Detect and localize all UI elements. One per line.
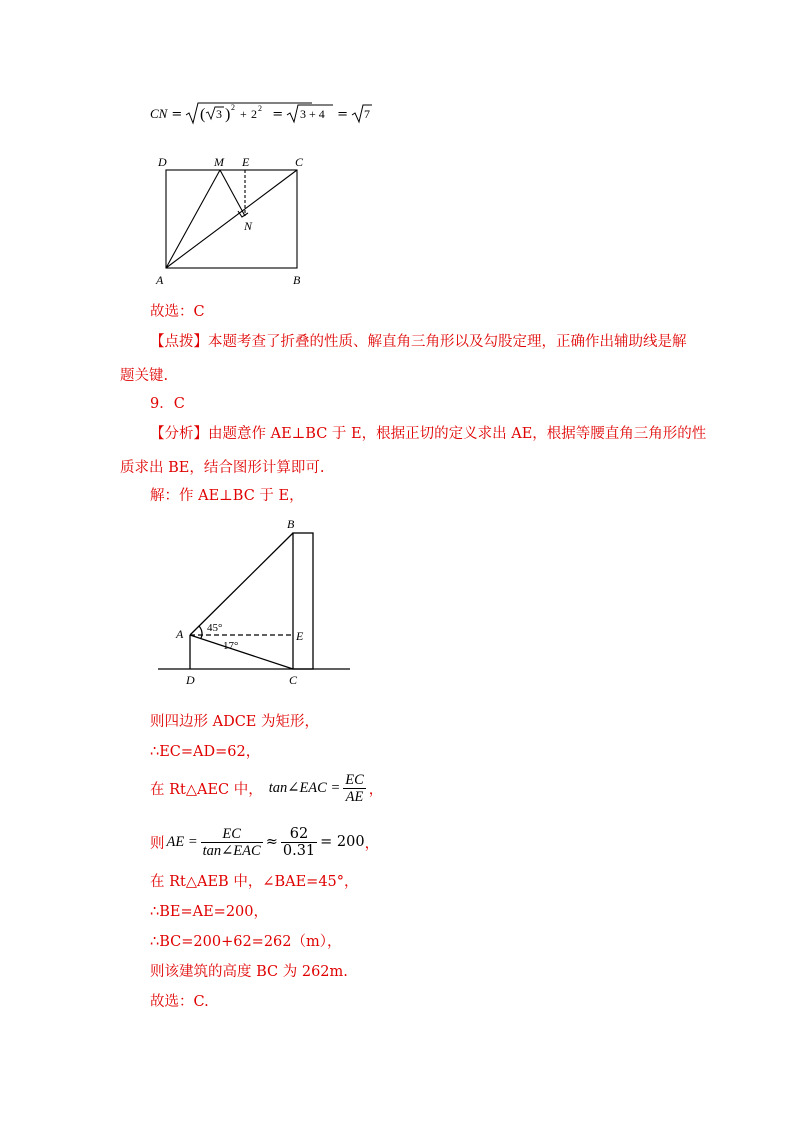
answer-8: 故选：C <box>150 304 205 320</box>
label-e: E <box>296 629 304 643</box>
svg-text:2: 2 <box>251 107 258 121</box>
dianbo-line-1: 【点拨】本题考查了折叠的性质、解直角三角形以及勾股定理，正确作出辅助线是解 <box>150 334 687 350</box>
cn-formula: CN = ( 3 ) 2 + 2 2 = 3 + 4 = 7 <box>150 101 372 127</box>
step-6: ∴BE=AE=200， <box>150 904 268 920</box>
fraction-ec-tan: $\frac{EC}{\text{tan∠EAC}}$ <box>202 825 261 859</box>
label-a: A <box>156 273 164 287</box>
ae-label: AE = <box>166 833 198 850</box>
angle-45-label: 45° <box>207 622 223 634</box>
step-2: ∴EC=AD=62， <box>150 744 261 760</box>
svg-text:2: 2 <box>258 104 263 113</box>
label-b: B <box>293 273 301 287</box>
building <box>293 533 313 669</box>
step-5: 在 Rt△AEB 中，∠BAE=45°， <box>150 874 359 890</box>
label-c: C <box>295 155 304 169</box>
label-b: B <box>287 517 295 531</box>
solution-intro: 解：作 AE⊥BC 于 E， <box>150 488 304 504</box>
segment-am <box>166 170 220 268</box>
angle-45-arc <box>199 626 202 635</box>
svg-text:+: + <box>240 107 248 121</box>
svg-text:7: 7 <box>364 107 371 121</box>
fenxi-line-2: 质求出 BE，结合图形计算即可. <box>120 460 325 476</box>
step-3: 在 Rt△AEC 中， tan∠EAC = $\frac{EC}{AE}$ ， <box>150 771 384 805</box>
cn-sqrt-seven <box>352 103 372 125</box>
cn-sqrt3: 3 <box>216 107 223 121</box>
segment-ac <box>190 635 293 669</box>
final-answer: 故选：C. <box>150 994 209 1010</box>
dianbo-line-2: 题关键. <box>120 368 169 384</box>
label-c: C <box>289 673 298 687</box>
segment-mn <box>220 170 245 216</box>
question-9-number: 9．C <box>150 396 185 412</box>
cn-sqrt-sum <box>287 103 333 125</box>
label-d: D <box>158 155 167 169</box>
cn-label: CN <box>150 106 168 121</box>
label-m: M <box>214 155 224 169</box>
angle-17-label: 17° <box>223 640 239 652</box>
fraction-ec-ae: $\frac{EC}{AE}$ <box>345 771 364 805</box>
label-d: D <box>186 673 195 687</box>
step-7: ∴BC=200+62=262（m）， <box>150 934 342 950</box>
fenxi-line-1: 【分析】由题意作 AE⊥BC 于 E，根据正切的定义求出 AE，根据等腰直角三角形的性 <box>150 426 707 442</box>
figure-rectangle-fold <box>150 150 320 290</box>
segment-ab <box>190 533 293 635</box>
svg-text:3 + 4: 3 + 4 <box>300 107 325 121</box>
svg-text:): ) <box>225 106 231 123</box>
label-e: E <box>242 155 250 169</box>
label-n: N <box>244 219 253 233</box>
svg-text:2: 2 <box>231 103 236 112</box>
figure-building <box>150 512 360 688</box>
fraction-62-031: $\frac{62}{0.31}$ <box>282 825 316 859</box>
diagonal-ac <box>166 170 297 268</box>
step-8: 则该建筑的高度 BC 为 262m. <box>150 964 348 980</box>
step-1: 则四边形 ADCE 为矩形， <box>150 714 319 730</box>
tan-eac-label: tan∠EAC = <box>268 779 341 796</box>
svg-text:(: ( <box>200 106 206 123</box>
label-a: A <box>176 627 184 641</box>
step-4: 则 AE = $\frac{EC}{\text{tan∠EAC}}$ ≈ $\frac{62}{0.31}$ = 200 ， <box>150 825 380 859</box>
